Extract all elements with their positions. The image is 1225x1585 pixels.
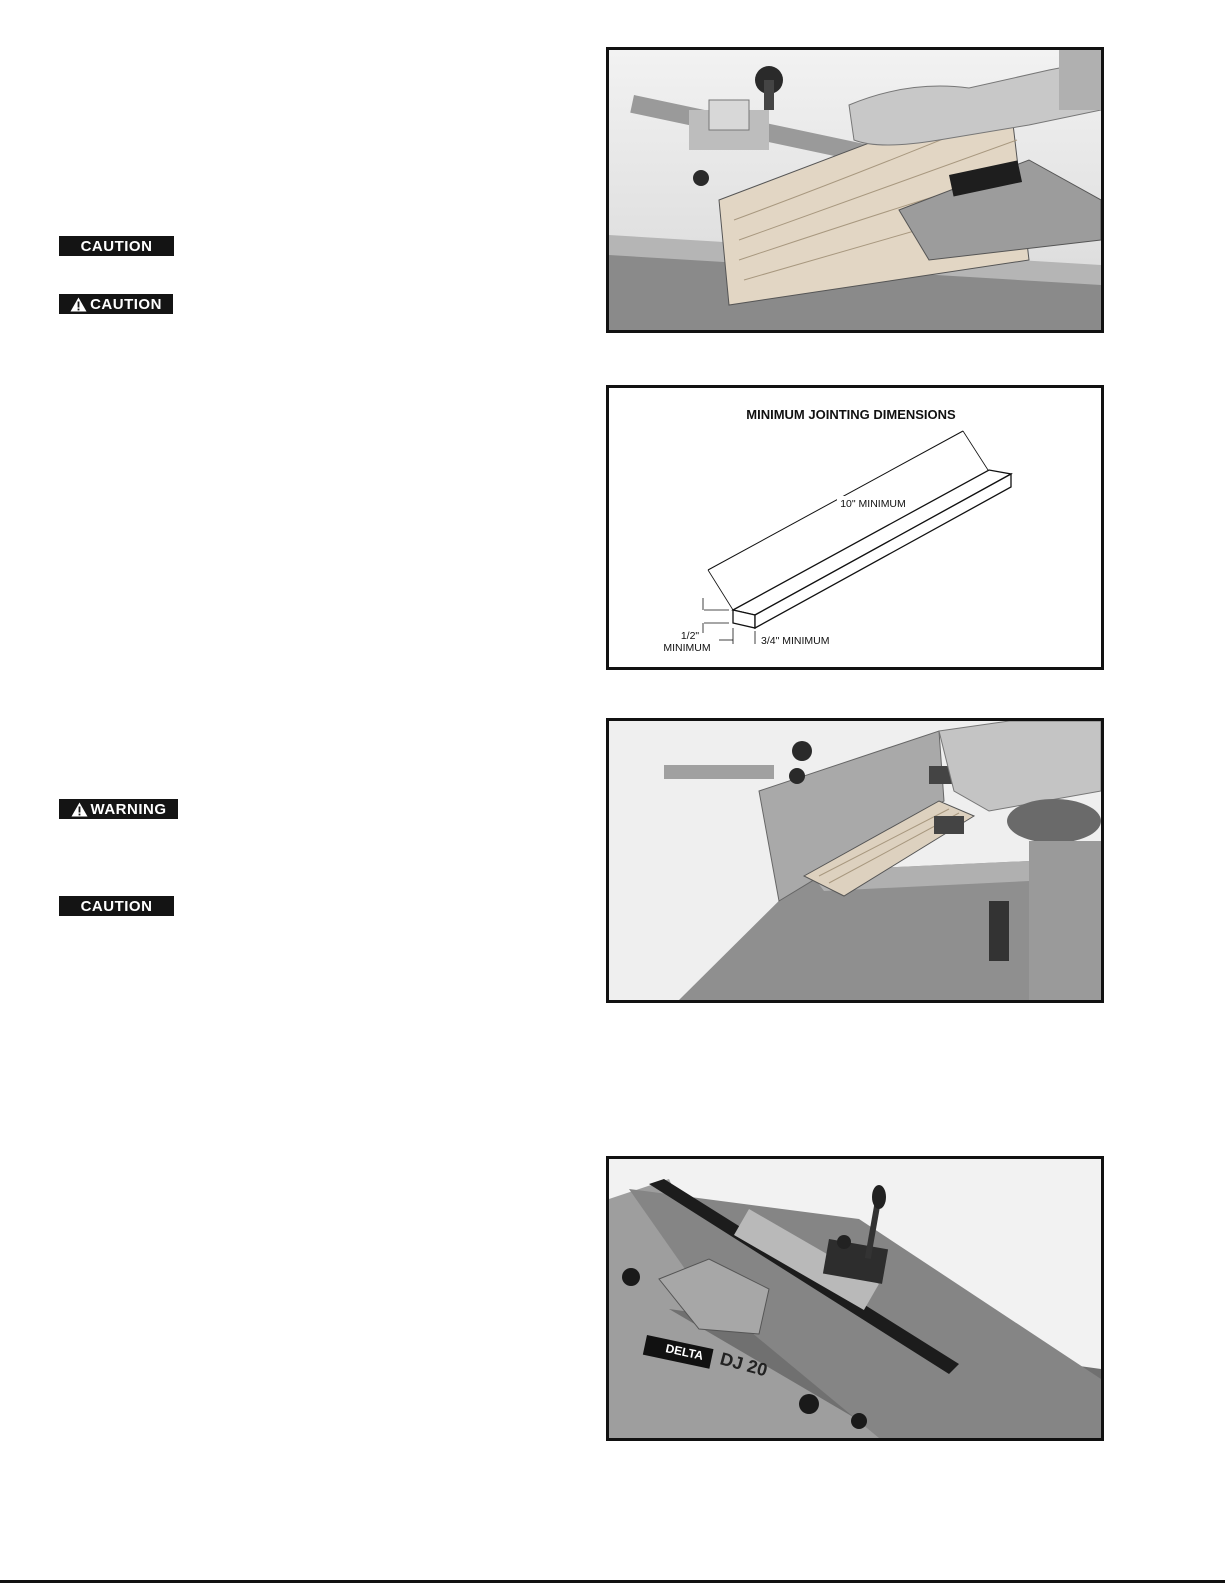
- delta-logo: DELTA: [664, 1341, 705, 1363]
- caution-badge-2: [59, 294, 173, 314]
- warning-badge: [59, 799, 178, 819]
- bottom-rule: [0, 1580, 1225, 1583]
- diagram-title: MINIMUM JOINTING DIMENSIONS: [746, 407, 956, 422]
- model-label: DJ 20: [717, 1348, 770, 1381]
- figure-push-blocks: [606, 718, 1104, 1003]
- figure-minimum-jointing-dimensions: [606, 385, 1104, 670]
- caution-badge-2-text: CAUTION: [90, 295, 162, 313]
- caution-badge-1: [59, 236, 174, 256]
- figure-board-against-fence: [606, 47, 1104, 333]
- figure-delta-jointer: [606, 1156, 1104, 1441]
- warning-triangle-icon: [70, 297, 87, 312]
- warning-badge-text: WARNING: [90, 800, 167, 818]
- photo-push-blocks: [609, 721, 1101, 1000]
- photo-board-against-fence: [609, 50, 1101, 330]
- warning-triangle-icon: [71, 802, 88, 817]
- width-label: 3/4" MINIMUM: [761, 635, 830, 647]
- caution-badge-3: [59, 896, 174, 916]
- caution-badge-1-text: CAUTION: [80, 237, 153, 255]
- length-label: 10" MINIMUM: [840, 498, 906, 510]
- photo-delta-jointer: [609, 1159, 1101, 1438]
- caution-badge-3-text: CAUTION: [80, 897, 153, 915]
- thickness-label-min: MINIMUM: [663, 642, 711, 654]
- diagram-minimum-jointing: [609, 388, 1101, 667]
- thickness-label-value: 1/2": [680, 630, 700, 642]
